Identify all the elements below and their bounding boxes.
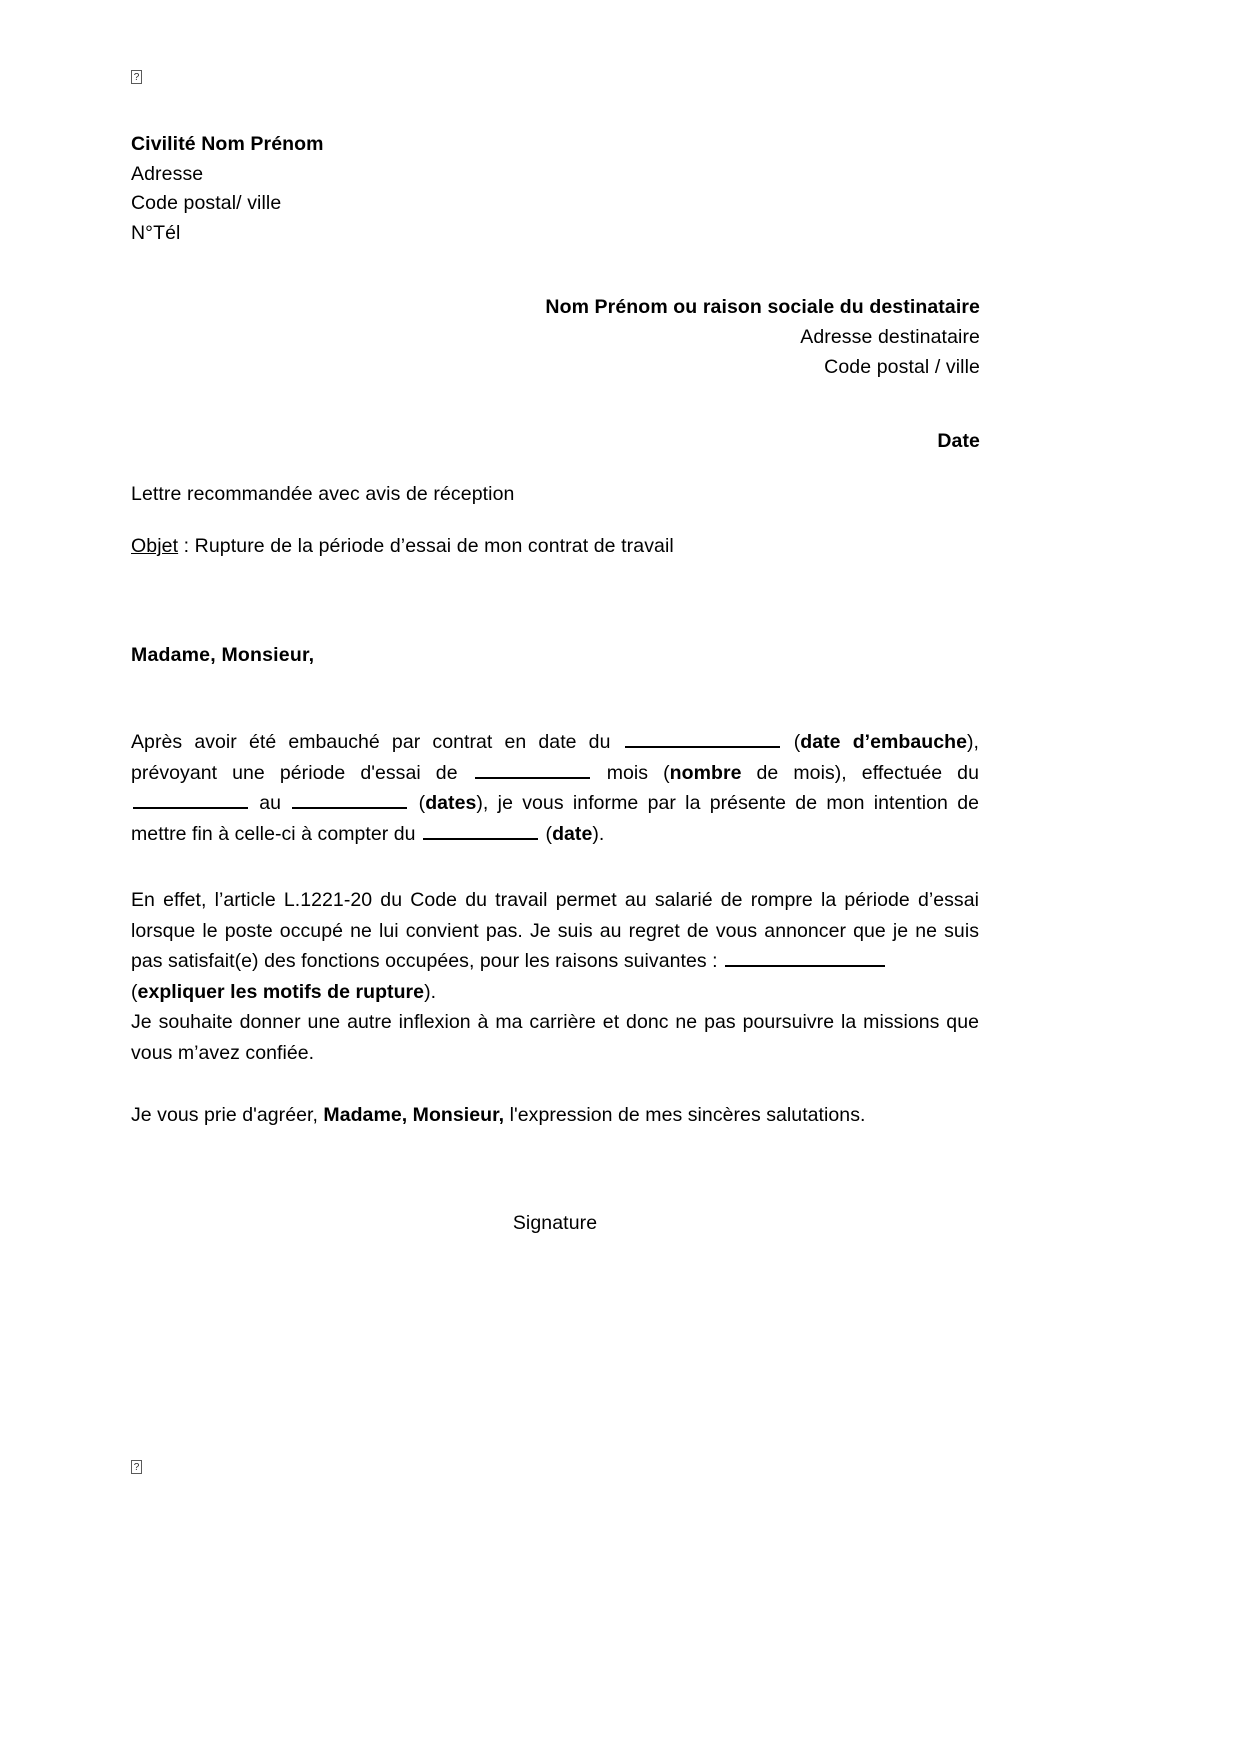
p1-part6: ). xyxy=(592,822,605,845)
blank-field-nombre-mois[interactable] xyxy=(475,761,590,779)
recipient-postal-city: Code postal / ville xyxy=(824,356,980,378)
p1-bold-dates: dates xyxy=(425,792,477,814)
p2-bold-motifs: expliquer les motifs de rupture xyxy=(137,980,425,1003)
p2-part1: En effet, l’article L.1221-20 du Code du travail permet au salarié de rompre la période d’essai lorsque le poste occupé ne lui convient pas. Je suis au regret de vous annoncer que je ne suis pas satisfait(e) des fonctions occupées, pour les raisons suivantes : xyxy=(131,889,979,972)
registered-mail-notice: Lettre recommandée avec avis de réception xyxy=(131,483,515,505)
p2-part3: Je souhaite donner une autre inflexion à ma carrière et donc ne pas poursuivre la missions que vous m’avez confiée. xyxy=(131,1011,979,1064)
body-paragraph-3-closing xyxy=(131,1100,979,1131)
salutation: Madame, Monsieur, xyxy=(131,644,315,666)
p2-part2: ). xyxy=(424,980,437,1003)
sender-address-block xyxy=(131,130,324,248)
p3-part2: l'expression de mes sincères salutations. xyxy=(504,1104,866,1126)
blank-field-date-rupture[interactable] xyxy=(423,822,538,840)
blank-field-date-fin[interactable] xyxy=(292,791,407,809)
recipient-address-block xyxy=(260,292,980,382)
p1-part1: Après avoir été embauché par contrat en date du xyxy=(131,731,623,753)
p1-bold-date: date xyxy=(552,822,593,845)
subject-label: Objet xyxy=(131,535,179,557)
signature-area xyxy=(0,1212,1240,1235)
p1-bold-nombre: nombre xyxy=(669,761,742,784)
p3-part1: Je vous prie d'agréer, xyxy=(131,1104,324,1126)
p1-part2: ), prévoyant une période d'essai de xyxy=(131,731,980,784)
sender-name: Civilité Nom Prénom xyxy=(131,133,324,155)
blank-field-date-embauche[interactable] xyxy=(625,730,780,748)
recipient-name: Nom Prénom ou raison sociale du destinataire xyxy=(545,296,980,318)
p1-bold-date-embauche: date d’embauche xyxy=(800,731,967,753)
subject-separator: : xyxy=(178,535,195,557)
p3-bold-salutation: Madame, Monsieur, xyxy=(323,1104,505,1126)
broken-image-placeholder-top-icon: ? xyxy=(131,70,142,84)
signature-label: Signature xyxy=(512,1212,598,1234)
blank-field-date-debut[interactable] xyxy=(133,791,248,809)
recipient-address: Adresse destinataire xyxy=(800,326,980,348)
subject-text: Rupture de la période d’essai de mon contrat de travail xyxy=(194,535,674,557)
p1-part3: de mois), effectuée du xyxy=(741,761,979,784)
sender-postal-city: Code postal/ ville xyxy=(131,192,282,214)
body-paragraph-2: En effet, l’article L.1221-20 du Code du travail permet au salarié de rompre la période d’essai lorsque le poste occupé ne lui convient pas. Je suis au regret de vous annoncer que je ne suis pas satisfait(e) des fonctions occupées, pour les raisons suivantes : (expliquer les motifs de rupture). Je souhaite donner une autre inflexion à ma carrière et donc ne pas poursuivre la missions que vous m’avez confiée. xyxy=(131,889,979,1064)
p1-part5: ), je vous informe par la présente de mon intention de mettre fin à celle-ci à compter du xyxy=(131,792,979,845)
subject-line xyxy=(131,535,674,558)
p1-part4: au xyxy=(250,792,291,814)
sender-address: Adresse xyxy=(131,162,204,185)
blank-field-motifs[interactable] xyxy=(725,949,885,967)
date-label: Date xyxy=(937,430,980,452)
sender-phone: N°Tél xyxy=(131,221,181,244)
body-paragraph-1: Après avoir été embauché par contrat en date du (date d’embauche), prévoyant une période d'essai de mois (nombre de mois), effectuée du au (dates), je vous informe par la présente de mon intention de mettre fin à celle-ci à compter du (date). xyxy=(131,731,980,845)
broken-image-placeholder-bottom-icon: ? xyxy=(131,1460,142,1474)
